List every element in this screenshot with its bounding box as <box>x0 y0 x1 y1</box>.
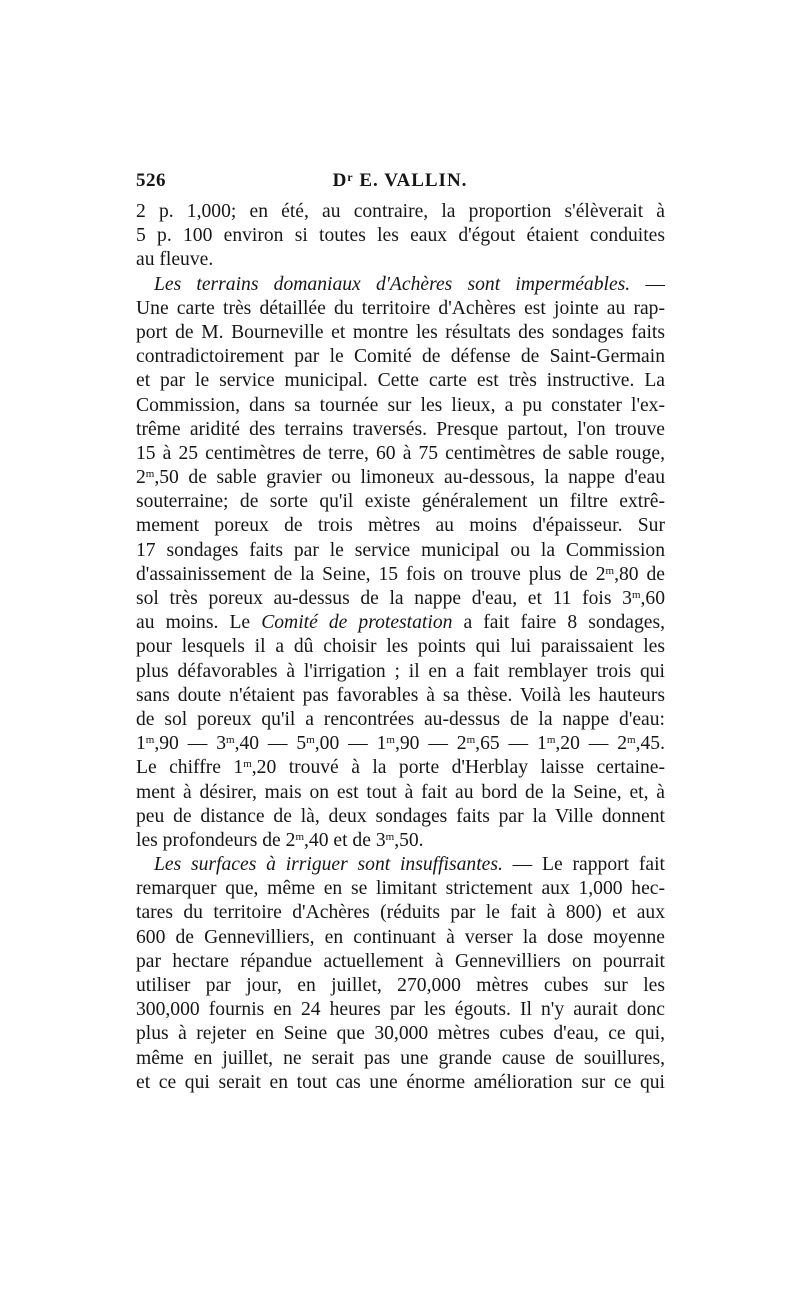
text-line: 17 sondages faits par le service municipal ou la Commission <box>136 539 665 561</box>
text-span: ,90 — 2 <box>394 733 467 755</box>
text-line: même en juillet, ne serait pas une grande cause de souillures, <box>136 1047 665 1069</box>
text-line: plus défavorables à l'irrigation ; il en a fait remblayer trois qui <box>136 660 665 682</box>
measurements-line <box>136 732 665 756</box>
text-line: Commission, dans sa tournée sur les lieux, a pu constater l'ex- <box>136 394 665 416</box>
text-line: mement poreux de trois mètres au moins d'épaisseur. Sur <box>136 515 665 537</box>
text-line <box>136 829 665 853</box>
italic-term: Comité de protestation <box>261 612 453 634</box>
unit-sup: m <box>145 468 155 481</box>
unit-sup: m <box>243 758 252 771</box>
text-line: pour lesquels il a dû choisir les points qui lui paraissaient les <box>136 636 665 658</box>
text-line: 15 à 25 centimètres de terre, 60 à 75 centimètres de sable rouge, <box>136 442 665 464</box>
text-line: Une carte très détaillée du territoire d'Achères est jointe au rap- <box>136 297 665 319</box>
text-line: 5 p. 100 environ si toutes les eaux d'égout étaient conduites <box>136 225 665 247</box>
unit-sup: m <box>295 830 304 843</box>
text-line: souterraine; de sorte qu'il existe généralement un filtre extrê- <box>136 491 665 513</box>
author-prefix: D <box>332 170 348 191</box>
text-span: ,20 — 2 <box>555 733 628 755</box>
author-heading <box>136 170 664 192</box>
text-line: remarquer que, même en se limitant strictement aux 1,000 hec- <box>136 878 665 900</box>
section-heading-surfaces: Les surfaces à irriguer sont insuffisantes. <box>154 854 503 876</box>
section-heading-line <box>136 273 665 297</box>
text-line: tares du territoire d'Achères (réduits par le fait à 800) et aux <box>136 902 665 924</box>
text-line <box>136 587 665 611</box>
text-line <box>136 466 665 490</box>
unit-sup: m <box>466 734 476 747</box>
text-line: contradictoirement par le Comité de défense de Saint-Germain <box>136 346 665 368</box>
section-heading-line <box>136 853 665 877</box>
unit-sup: m <box>385 830 395 843</box>
text-span: — Le rapport fait <box>502 854 665 876</box>
text-line: par hectare répandue actuellement à Gennevilliers on pourrait <box>136 950 665 972</box>
text-span: 2 <box>136 467 146 489</box>
text-line <box>136 563 665 587</box>
text-line: et ce qui serait en tout cas une énorme amélioration sur ce qui <box>136 1071 665 1093</box>
em-dash: — <box>630 273 665 295</box>
section-heading-impermeables: Les terrains domaniaux d'Achères sont imperméables. <box>154 273 631 295</box>
text-line: plus à rejeter en Seine que 30,000 mètres cubes d'eau, ce qui, <box>136 1023 665 1045</box>
page-number: 526 <box>136 170 166 191</box>
text-line: ment à désirer, mais on est tout à fait au bord de la Seine, et, à <box>136 781 665 803</box>
text-span: ,45. <box>635 733 665 755</box>
text-span: sol très poreux au-dessus de la nappe d'eau, et 11 fois 3 <box>136 588 632 609</box>
text-span: a fait faire 8 sondages, <box>452 612 666 634</box>
author-name: E. VALLIN. <box>359 170 468 191</box>
text-line: peu de distance de là, deux sondages faits par la Ville donnent <box>136 805 665 827</box>
text-line: et par le service municipal. Cette carte est très instructive. La <box>136 370 665 392</box>
body-text <box>136 200 665 1095</box>
running-head <box>136 166 664 198</box>
unit-sup: m <box>226 734 235 747</box>
unit-sup: m <box>145 734 155 747</box>
unit-sup: m <box>306 734 315 747</box>
text-span: Le chiffre 1 <box>136 757 244 779</box>
text-span: ,40 — 5 <box>234 733 307 755</box>
text-line: au fleuve. <box>136 249 214 271</box>
text-span: au moins. Le <box>136 612 262 634</box>
text-span: ,65 — 1 <box>475 733 547 755</box>
text-span: ,90 — 3 <box>154 733 226 755</box>
text-span: 1 <box>136 733 146 755</box>
text-line: port de M. Bourneville et montre les résultats des sondages faits <box>136 321 665 343</box>
text-span: ,80 de <box>614 563 665 585</box>
unit-sup: m <box>386 734 395 747</box>
text-span: d'assainissement de la Seine, 15 fois on trouve plus de 2 <box>136 563 606 585</box>
text-line: sans doute n'étaient pas favorables à sa thèse. Voilà les hauteurs <box>136 684 665 706</box>
text-line: trême aridité des terrains traversés. Presque partout, l'on trouve <box>136 418 665 440</box>
unit-sup: m <box>546 734 556 747</box>
text-line: 300,000 fournis en 24 heures par les égouts. Il n'y aurait donc <box>136 999 665 1021</box>
unit-sup: m <box>631 589 641 601</box>
text-span: ,50. <box>394 829 424 851</box>
unit-sup: m <box>627 734 636 747</box>
text-line: de sol poreux qu'il a rencontrées au-dessus de la nappe d'eau: <box>136 708 665 730</box>
text-span: ,50 de sable gravier ou limoneux au-dessous, la nappe d'eau <box>154 467 665 489</box>
text-span: ,40 et de 3 <box>304 829 386 851</box>
text-line: 600 de Gennevilliers, en continuant à verser la dose moyenne <box>136 926 665 948</box>
author-prefix-sup: r <box>347 170 354 184</box>
text-span: ,60 <box>640 588 665 609</box>
text-span: ,20 trouvé à la porte d'Herblay laisse certaine- <box>251 757 665 779</box>
text-line: utiliser par jour, en juillet, 270,000 mètres cubes sur les <box>136 975 665 996</box>
unit-sup: m <box>605 564 615 577</box>
text-line: 2 p. 1,000; en été, au contraire, la proportion s'élèverait à <box>136 201 665 222</box>
text-line <box>136 611 665 635</box>
text-span: les profondeurs de 2 <box>136 829 296 851</box>
text-span: ,00 — 1 <box>314 733 387 755</box>
text-line <box>136 756 665 780</box>
